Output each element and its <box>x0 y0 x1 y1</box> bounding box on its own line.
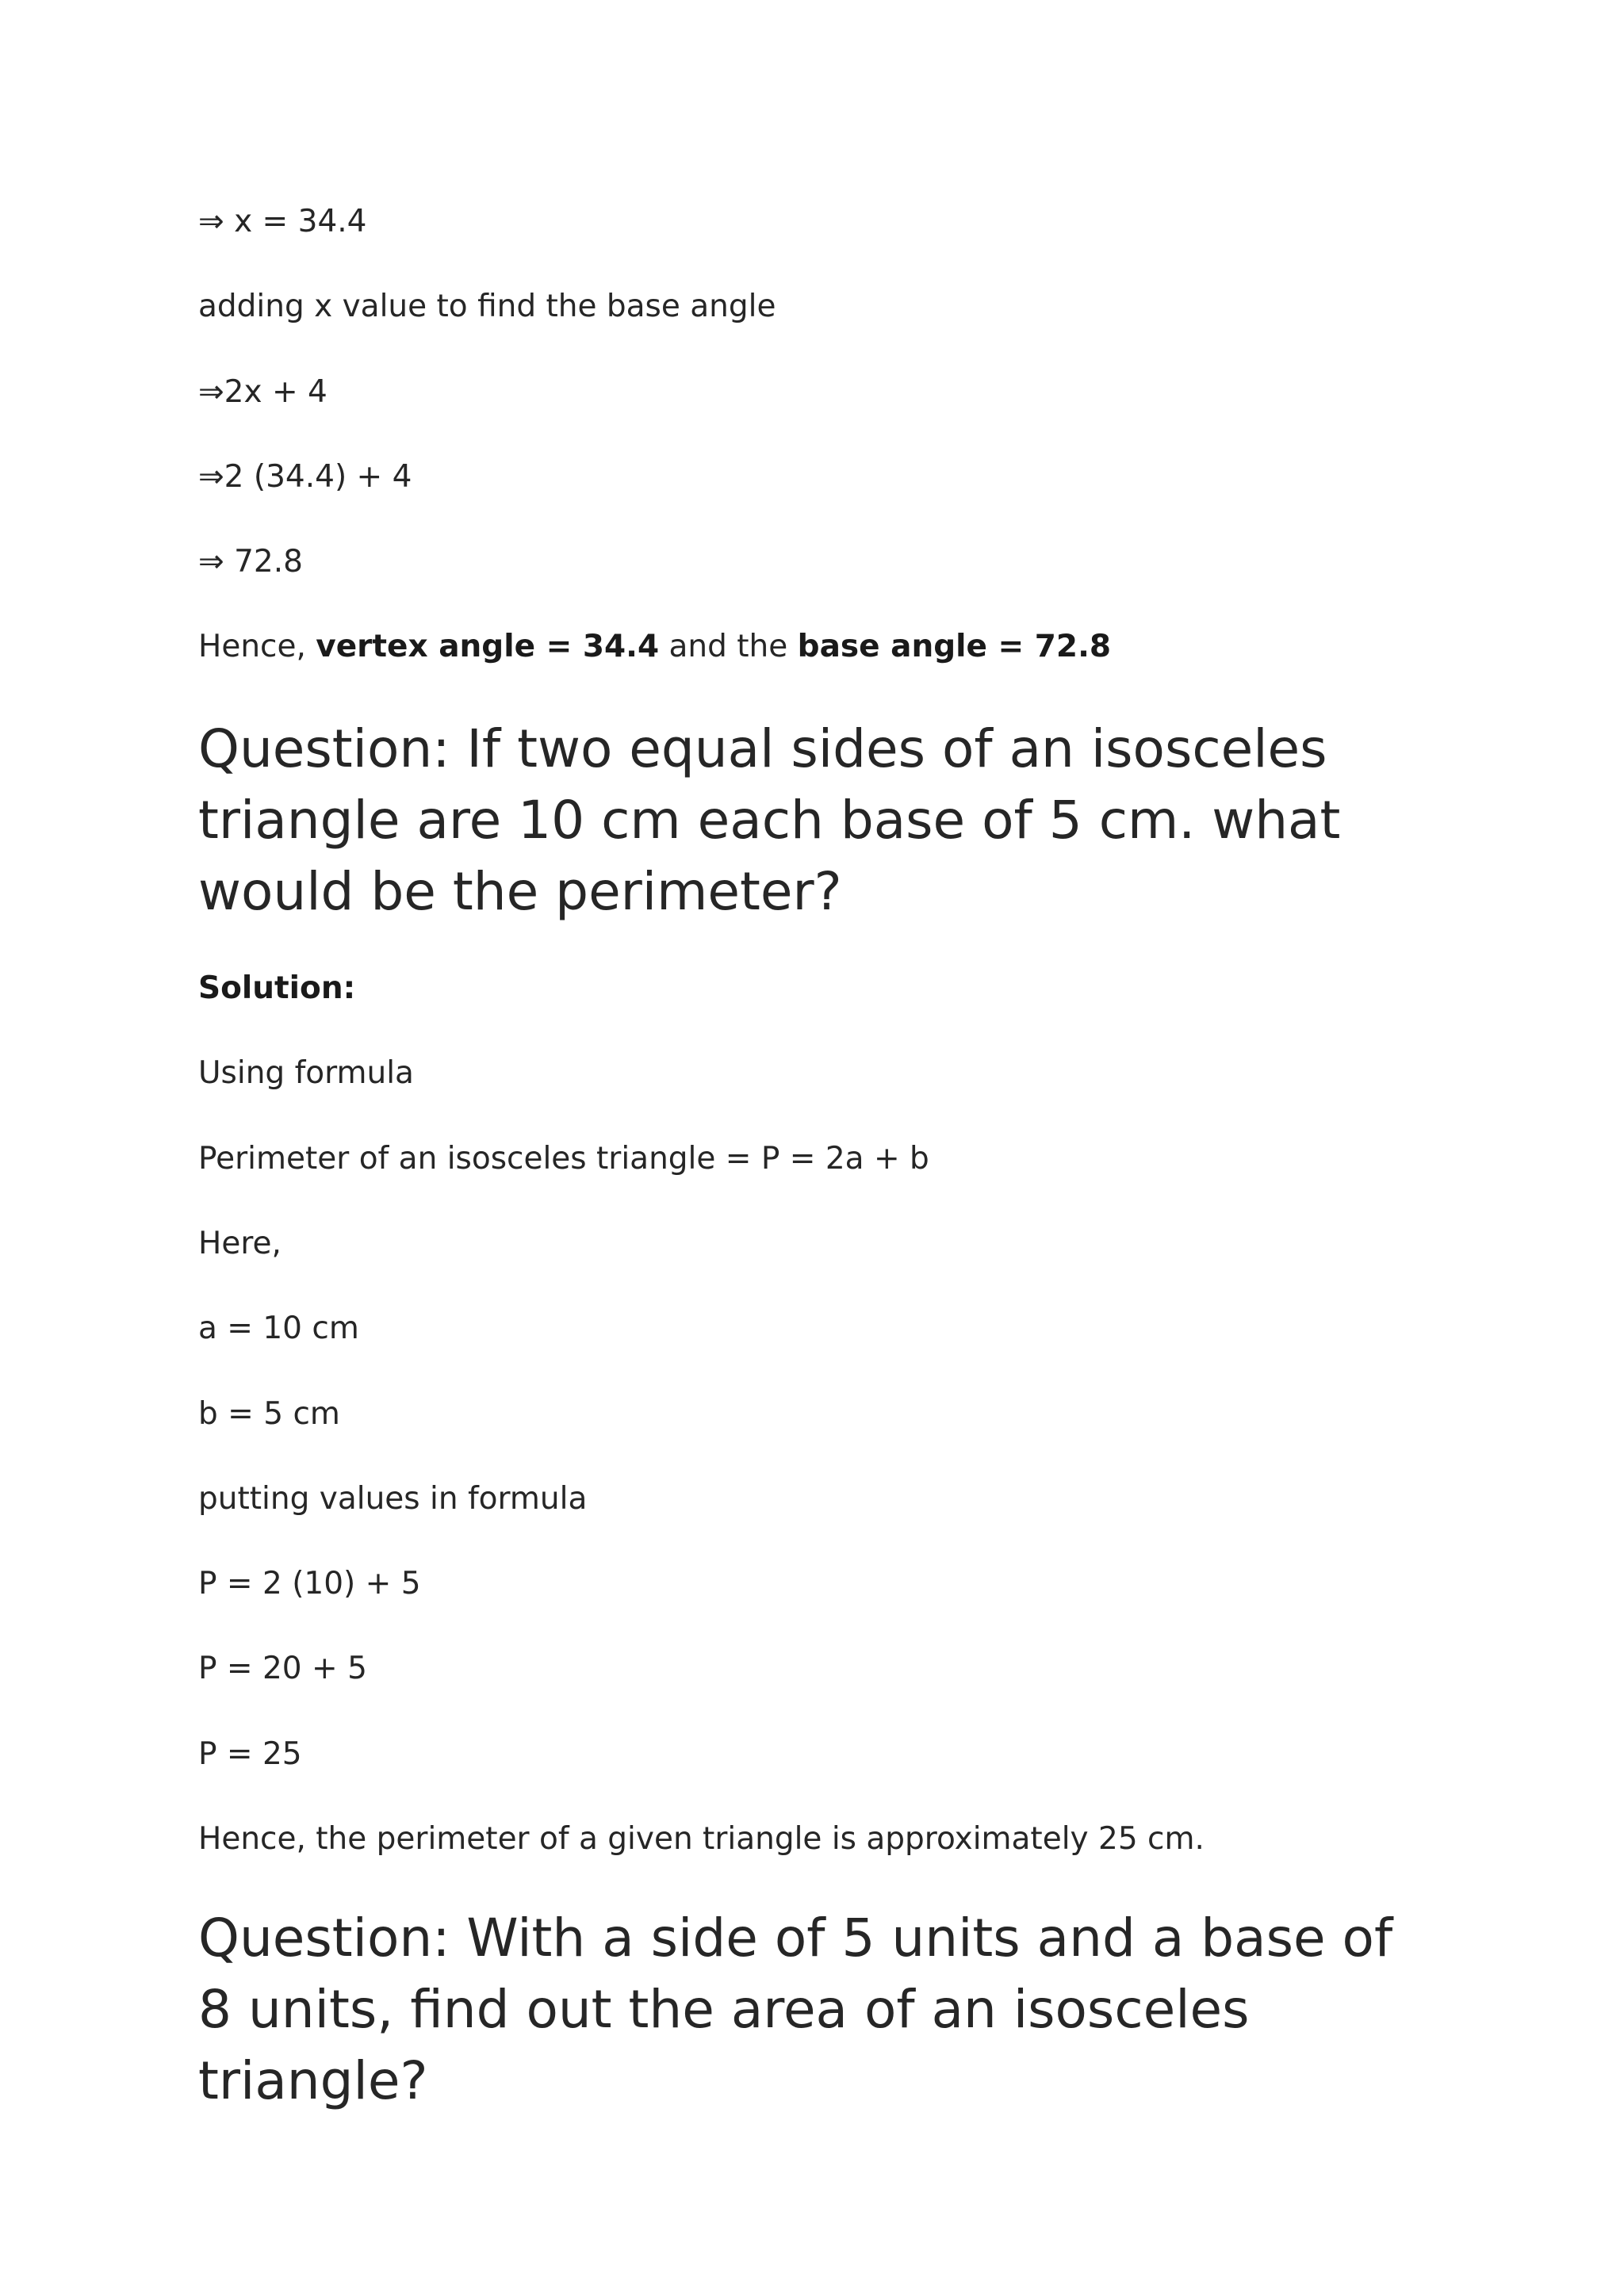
solution-line: Here, <box>198 1226 282 1261</box>
question-perimeter-heading: Question: If two equal sides of an isosceles triangle are 10 cm each base of 5 cm. what would be the perimeter? <box>198 718 1341 922</box>
base-angle-answer: base angle = 72.8 <box>797 629 1112 664</box>
step-result: ⇒ 72.8 <box>198 544 303 580</box>
vertex-angle-answer: vertex angle = 34.4 <box>316 629 660 664</box>
step-base-expression: ⇒2x + 4 <box>198 374 327 410</box>
step-adding-x: adding x value to find the base angle <box>198 289 776 324</box>
solution-conclusion: Hence, the perimeter of a given triangle is approximately 25 cm. <box>198 1821 1205 1857</box>
solution-line: a = 10 cm <box>198 1311 359 1346</box>
conclusion-angles <box>198 627 1111 667</box>
solution-line: P = 2 (10) + 5 <box>198 1566 421 1601</box>
solution-line: b = 5 cm <box>198 1396 340 1432</box>
question-area-heading: Question: With a side of 5 units and a base of 8 units, find out the area of an isosceles triangle? <box>198 1908 1393 2111</box>
step-x-value: ⇒ x = 34.4 <box>198 204 367 239</box>
solution-line: Using formula <box>198 1055 414 1091</box>
solution-line: P = 20 + 5 <box>198 1651 367 1686</box>
conclusion-middle: and the <box>659 629 798 664</box>
solution-label: Solution: <box>198 970 356 1006</box>
solution-line: putting values in formula <box>198 1481 588 1517</box>
step-substitution: ⇒2 (34.4) + 4 <box>198 459 412 495</box>
solution-line: Perimeter of an isosceles triangle = P = 2a + b <box>198 1141 929 1177</box>
solution-line: P = 25 <box>198 1736 302 1772</box>
conclusion-prefix: Hence, <box>198 629 316 664</box>
